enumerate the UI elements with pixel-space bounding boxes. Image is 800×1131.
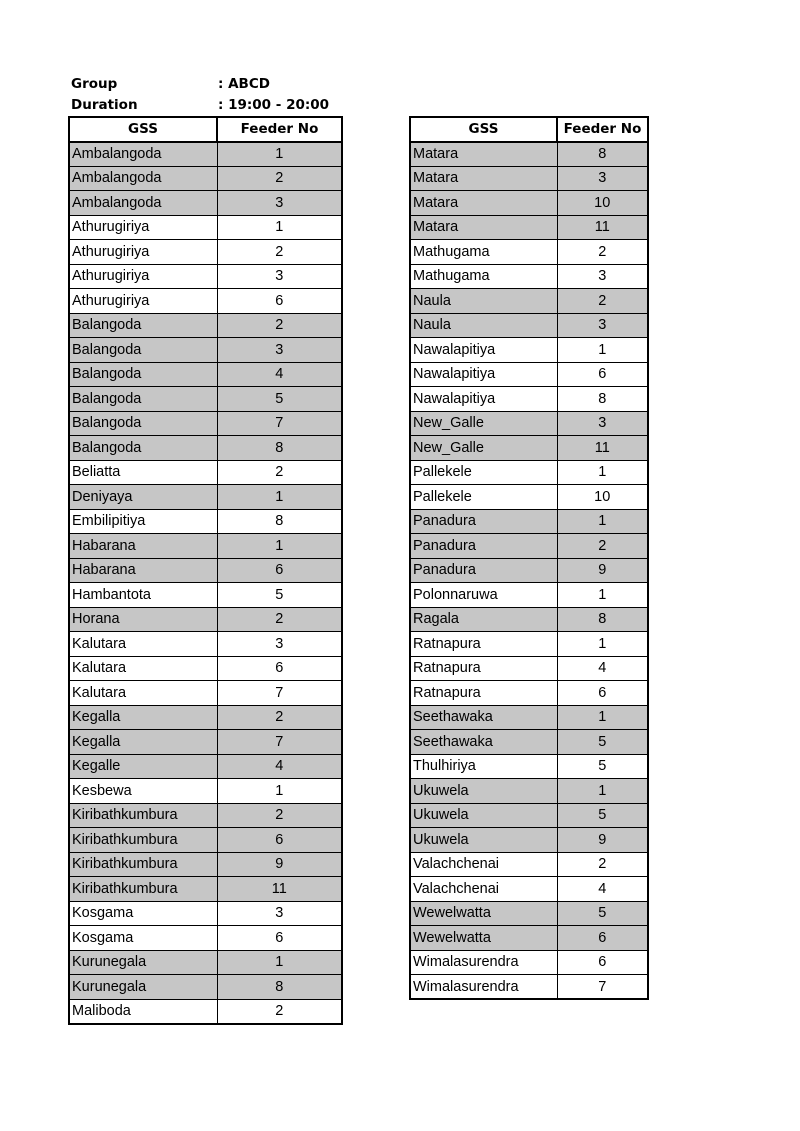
feeder-cell: 1 — [217, 485, 342, 510]
gss-cell: Nawalapitiya — [410, 338, 557, 363]
table-row — [69, 926, 342, 951]
feeder-cell: 5 — [557, 901, 648, 926]
gss-column-header: GSS — [69, 117, 217, 142]
table-row — [69, 852, 342, 877]
gss-cell: Ukuwela — [410, 828, 557, 853]
table-row — [410, 583, 648, 608]
gss-cell: Panadura — [410, 558, 557, 583]
feeder-cell: 6 — [217, 656, 342, 681]
table-row — [410, 313, 648, 338]
table-row — [69, 877, 342, 902]
table-row — [410, 730, 648, 755]
table-row — [69, 828, 342, 853]
gss-cell: Pallekele — [410, 460, 557, 485]
table-row — [410, 803, 648, 828]
table-row — [410, 387, 648, 412]
feeder-cell: 10 — [557, 191, 648, 216]
table-row — [410, 950, 648, 975]
feeder-cell: 2 — [217, 705, 342, 730]
duration-label: Duration — [71, 97, 138, 113]
gss-cell: Deniyaya — [69, 485, 217, 510]
gss-cell: Maliboda — [69, 999, 217, 1024]
table-row — [410, 240, 648, 265]
gss-cell: Balangoda — [69, 411, 217, 436]
table-row — [69, 607, 342, 632]
feeder-cell: 6 — [557, 950, 648, 975]
gss-cell: Athurugiriya — [69, 264, 217, 289]
table-row — [410, 852, 648, 877]
feeder-cell: 11 — [217, 877, 342, 902]
table-row — [69, 240, 342, 265]
gss-cell: Wimalasurendra — [410, 975, 557, 1000]
gss-cell: Kegalla — [69, 730, 217, 755]
gss-cell: Ratnapura — [410, 632, 557, 657]
feeder-cell: 8 — [557, 142, 648, 167]
gss-cell: Hambantota — [69, 583, 217, 608]
feeder-cell: 1 — [217, 779, 342, 804]
table-row — [69, 730, 342, 755]
gss-cell: Matara — [410, 166, 557, 191]
table-row — [69, 999, 342, 1024]
table-row — [410, 460, 648, 485]
feeder-cell: 1 — [557, 460, 648, 485]
feeder-cell: 1 — [217, 142, 342, 167]
gss-cell: Valachchenai — [410, 852, 557, 877]
gss-cell: Pallekele — [410, 485, 557, 510]
table-row — [410, 975, 648, 1000]
feeder-cell: 8 — [217, 436, 342, 461]
feeder-cell: 2 — [557, 852, 648, 877]
gss-cell: Ragala — [410, 607, 557, 632]
table-row — [69, 411, 342, 436]
feeder-cell: 9 — [557, 558, 648, 583]
feeder-cell: 6 — [557, 926, 648, 951]
gss-cell: Wimalasurendra — [410, 950, 557, 975]
gss-cell: Naula — [410, 289, 557, 314]
feeder-cell: 10 — [557, 485, 648, 510]
gss-cell: Kiribathkumbura — [69, 803, 217, 828]
feeder-cell: 5 — [217, 583, 342, 608]
gss-cell: Kurunegala — [69, 975, 217, 1000]
gss-cell: Kiribathkumbura — [69, 852, 217, 877]
gss-cell: Habarana — [69, 558, 217, 583]
gss-cell: Balangoda — [69, 313, 217, 338]
table-row — [410, 142, 648, 167]
gss-cell: Balangoda — [69, 387, 217, 412]
feeder-cell: 4 — [557, 877, 648, 902]
gss-cell: Kosgama — [69, 926, 217, 951]
table-row — [69, 534, 342, 559]
gss-cell: Mathugama — [410, 264, 557, 289]
feeder-cell: 8 — [217, 509, 342, 534]
gss-cell: Kosgama — [69, 901, 217, 926]
gss-cell: Balangoda — [69, 362, 217, 387]
gss-cell: Naula — [410, 313, 557, 338]
table-row — [69, 975, 342, 1000]
feeder-cell: 3 — [557, 264, 648, 289]
feeder-cell: 2 — [217, 999, 342, 1024]
feeder-cell: 1 — [557, 338, 648, 363]
gss-cell: Wewelwatta — [410, 901, 557, 926]
feeder-cell: 1 — [217, 215, 342, 240]
feeder-cell: 2 — [217, 240, 342, 265]
table-row — [69, 779, 342, 804]
feeder-cell: 6 — [217, 289, 342, 314]
feeder-cell: 3 — [217, 632, 342, 657]
feeder-cell: 5 — [557, 754, 648, 779]
table-row — [69, 362, 342, 387]
table-header-row — [69, 117, 342, 142]
gss-cell: Matara — [410, 142, 557, 167]
feeder-cell: 1 — [557, 509, 648, 534]
feeder-cell: 8 — [557, 607, 648, 632]
table-row — [410, 779, 648, 804]
gss-cell: Valachchenai — [410, 877, 557, 902]
table-row — [69, 754, 342, 779]
gss-cell: Balangoda — [69, 436, 217, 461]
feeder-cell: 6 — [557, 362, 648, 387]
gss-cell: Ukuwela — [410, 779, 557, 804]
gss-cell: Thulhiriya — [410, 754, 557, 779]
feeder-cell: 9 — [557, 828, 648, 853]
feeder-cell: 6 — [217, 828, 342, 853]
feeder-cell: 3 — [557, 166, 648, 191]
gss-cell: Kiribathkumbura — [69, 828, 217, 853]
table-row — [410, 705, 648, 730]
table-row — [69, 387, 342, 412]
table-row — [410, 485, 648, 510]
duration-value: : 19:00 - 20:00 — [218, 97, 330, 113]
feeder-cell: 3 — [557, 411, 648, 436]
gss-column-header: GSS — [410, 117, 557, 142]
table-row — [410, 926, 648, 951]
table-row — [410, 509, 648, 534]
table-row — [410, 289, 648, 314]
gss-cell: Ambalangoda — [69, 166, 217, 191]
table-row — [69, 509, 342, 534]
gss-cell: Ambalangoda — [69, 191, 217, 216]
table-row — [69, 656, 342, 681]
table-row — [69, 264, 342, 289]
feeder-cell: 7 — [217, 681, 342, 706]
gss-cell: Wewelwatta — [410, 926, 557, 951]
table-row — [69, 142, 342, 167]
table-row — [69, 436, 342, 461]
left-table-body — [69, 142, 342, 1024]
table-row — [69, 166, 342, 191]
feeder-cell: 8 — [557, 387, 648, 412]
gss-cell: Kesbewa — [69, 779, 217, 804]
feeder-cell: 11 — [557, 436, 648, 461]
table-row — [69, 901, 342, 926]
gss-cell: New_Galle — [410, 411, 557, 436]
table-row — [410, 656, 648, 681]
gss-cell: Kegalle — [69, 754, 217, 779]
gss-cell: Embilipitiya — [69, 509, 217, 534]
gss-cell: Balangoda — [69, 338, 217, 363]
table-row — [410, 558, 648, 583]
gss-cell: Horana — [69, 607, 217, 632]
table-row — [410, 877, 648, 902]
gss-cell: Athurugiriya — [69, 215, 217, 240]
gss-cell: Matara — [410, 191, 557, 216]
gss-cell: Ratnapura — [410, 656, 557, 681]
table-row — [69, 950, 342, 975]
gss-cell: Ratnapura — [410, 681, 557, 706]
feeder-cell: 4 — [217, 362, 342, 387]
group-label: Group — [71, 76, 118, 92]
feeder-cell: 5 — [557, 730, 648, 755]
right-schedule-table — [409, 116, 649, 1000]
table-row — [410, 607, 648, 632]
table-row — [410, 436, 648, 461]
table-row — [410, 754, 648, 779]
table-row — [410, 411, 648, 436]
feeder-cell: 1 — [557, 583, 648, 608]
feeder-cell: 5 — [557, 803, 648, 828]
left-schedule-table — [68, 116, 343, 1025]
table-row — [69, 583, 342, 608]
feeder-cell: 3 — [217, 191, 342, 216]
feeder-cell: 2 — [217, 460, 342, 485]
gss-cell: Athurugiriya — [69, 289, 217, 314]
gss-cell: Nawalapitiya — [410, 362, 557, 387]
table-row — [410, 901, 648, 926]
feeder-cell: 7 — [557, 975, 648, 1000]
gss-cell: Panadura — [410, 534, 557, 559]
gss-cell: Kurunegala — [69, 950, 217, 975]
table-row — [69, 460, 342, 485]
feeder-cell: 6 — [217, 558, 342, 583]
table-row — [69, 485, 342, 510]
table-row — [69, 632, 342, 657]
table-row — [410, 362, 648, 387]
gss-cell: Kegalla — [69, 705, 217, 730]
feeder-cell: 6 — [557, 681, 648, 706]
feeder-cell: 7 — [217, 730, 342, 755]
table-header-row — [410, 117, 648, 142]
table-row — [69, 558, 342, 583]
gss-cell: Kalutara — [69, 681, 217, 706]
table-row — [410, 215, 648, 240]
table-row — [410, 338, 648, 363]
feeder-cell: 2 — [217, 607, 342, 632]
table-row — [410, 828, 648, 853]
feeder-cell: 7 — [217, 411, 342, 436]
feeder-column-header: Feeder No — [557, 117, 648, 142]
gss-cell: Habarana — [69, 534, 217, 559]
table-row — [69, 215, 342, 240]
feeder-cell: 3 — [557, 313, 648, 338]
feeder-cell: 2 — [217, 313, 342, 338]
gss-cell: Polonnaruwa — [410, 583, 557, 608]
feeder-cell: 2 — [217, 166, 342, 191]
gss-cell: Athurugiriya — [69, 240, 217, 265]
gss-cell: Ambalangoda — [69, 142, 217, 167]
table-row — [69, 705, 342, 730]
feeder-cell: 8 — [217, 975, 342, 1000]
table-row — [69, 338, 342, 363]
feeder-cell: 1 — [557, 632, 648, 657]
gss-cell: Matara — [410, 215, 557, 240]
table-row — [410, 166, 648, 191]
feeder-cell: 6 — [217, 926, 342, 951]
table-row — [410, 191, 648, 216]
feeder-cell: 1 — [217, 950, 342, 975]
feeder-cell: 1 — [557, 779, 648, 804]
feeder-cell: 3 — [217, 338, 342, 363]
feeder-cell: 5 — [217, 387, 342, 412]
feeder-cell: 9 — [217, 852, 342, 877]
table-row — [69, 313, 342, 338]
table-row — [410, 534, 648, 559]
table-row — [410, 681, 648, 706]
feeder-cell: 2 — [217, 803, 342, 828]
gss-cell: Kiribathkumbura — [69, 877, 217, 902]
feeder-cell: 4 — [217, 754, 342, 779]
gss-cell: Panadura — [410, 509, 557, 534]
gss-cell: Beliatta — [69, 460, 217, 485]
feeder-cell: 4 — [557, 656, 648, 681]
table-row — [69, 681, 342, 706]
gss-cell: Kalutara — [69, 656, 217, 681]
gss-cell: Seethawaka — [410, 730, 557, 755]
feeder-cell: 3 — [217, 901, 342, 926]
table-row — [69, 803, 342, 828]
gss-cell: Ukuwela — [410, 803, 557, 828]
table-row — [69, 191, 342, 216]
table-row — [69, 289, 342, 314]
feeder-cell: 3 — [217, 264, 342, 289]
feeder-cell: 2 — [557, 240, 648, 265]
gss-cell: Mathugama — [410, 240, 557, 265]
feeder-cell: 1 — [557, 705, 648, 730]
table-row — [410, 264, 648, 289]
gss-cell: Kalutara — [69, 632, 217, 657]
group-value: : ABCD — [218, 76, 270, 92]
feeder-cell: 2 — [557, 534, 648, 559]
right-table-body — [410, 142, 648, 1000]
feeder-cell: 1 — [217, 534, 342, 559]
feeder-cell: 11 — [557, 215, 648, 240]
feeder-column-header: Feeder No — [217, 117, 342, 142]
gss-cell: New_Galle — [410, 436, 557, 461]
feeder-cell: 2 — [557, 289, 648, 314]
gss-cell: Seethawaka — [410, 705, 557, 730]
table-row — [410, 632, 648, 657]
gss-cell: Nawalapitiya — [410, 387, 557, 412]
